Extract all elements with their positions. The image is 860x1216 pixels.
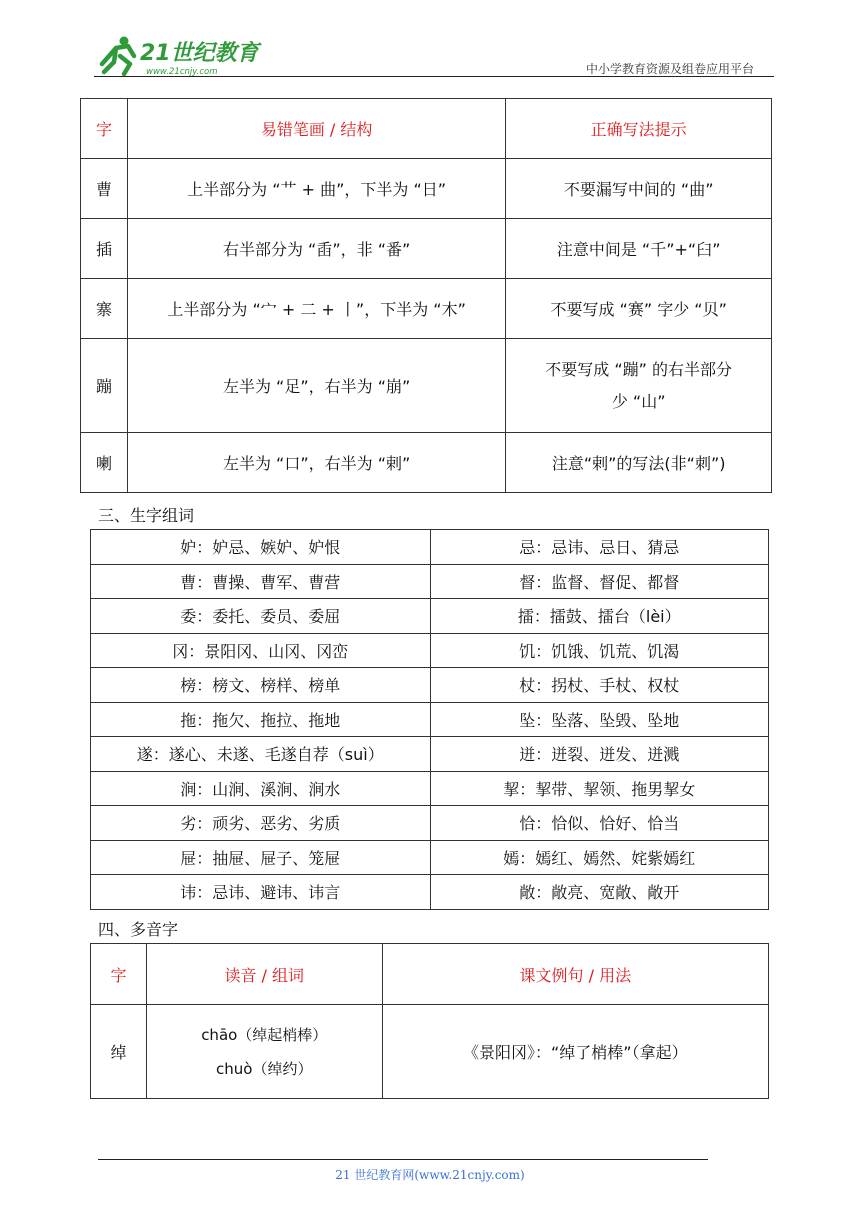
word-cell: 屉：抽屉、屉子、笼屉 [91, 840, 431, 875]
section-heading-polyphone: 四、多音字 [98, 920, 179, 939]
table-row [91, 702, 769, 737]
reading-cell [146, 1005, 382, 1099]
section-heading-words: 三、生字组词 [98, 506, 195, 525]
char-cell: 蹦 [81, 339, 128, 433]
polyphone-table [90, 943, 769, 1099]
char-cell: 曹 [81, 159, 128, 219]
tip-line: 少 “山” [611, 391, 666, 411]
table-header-row [91, 944, 769, 1005]
word-cell: 遂：遂心、未遂、毛遂自荐（suì） [91, 737, 431, 772]
word-cell: 委：委托、委员、委屈 [91, 599, 431, 634]
site-logo [94, 34, 264, 78]
table-row [81, 433, 772, 493]
table-row [91, 875, 769, 910]
header-divider [94, 76, 774, 77]
error-cell: 上半部分为 “宀 + 二 + 丨”，下半为 “木” [127, 279, 505, 339]
reading-line: chāo（绰起梢棒） [201, 1025, 328, 1044]
table-row [91, 840, 769, 875]
runner-icon [102, 37, 134, 75]
word-cell: 妒：妒忌、嫉妒、妒恨 [91, 530, 431, 565]
table-row [91, 737, 769, 772]
header-cell-char: 字 [91, 944, 147, 1005]
words-table [90, 529, 769, 910]
tip-cell: 注意中间是 “千”+“臼” [506, 219, 772, 279]
table-row [91, 530, 769, 565]
error-cell: 右半部分为 “臿”，非 “番” [127, 219, 505, 279]
tip-cell: 不要漏写中间的 “曲” [506, 159, 772, 219]
table-row [81, 159, 772, 219]
header-cell-reading: 读音 / 组词 [146, 944, 382, 1005]
word-cell: 涧：山涧、溪涧、涧水 [91, 771, 431, 806]
word-cell: 挈：挈带、挈领、拖男挈女 [430, 771, 769, 806]
header-cell-char: 字 [81, 99, 128, 159]
table-row [91, 668, 769, 703]
tip-cell [506, 339, 772, 433]
table-row [91, 1005, 769, 1099]
table-row [91, 633, 769, 668]
header-cell-error: 易错笔画 / 结构 [127, 99, 505, 159]
table-row [91, 806, 769, 841]
word-cell: 恰：恰似、恰好、恰当 [430, 806, 769, 841]
table-row [91, 599, 769, 634]
char-cell: 插 [81, 219, 128, 279]
char-cell: 寨 [81, 279, 128, 339]
header-cell-tip: 正确写法提示 [506, 99, 772, 159]
word-cell: 敞：敞亮、宽敞、敞开 [430, 875, 769, 910]
word-cell: 冈：景阳冈、山冈、冈峦 [91, 633, 431, 668]
table-row [81, 339, 772, 433]
char-cell: 绰 [91, 1005, 147, 1099]
tip-cell: 注意“剌”的写法(非“刺”) [506, 433, 772, 493]
word-cell: 嫣：嫣红、嫣然、姹紫嫣红 [430, 840, 769, 875]
error-cell: 上半部分为 “艹 + 曲”，下半为 “日” [127, 159, 505, 219]
example-cell: 《景阳冈》：“绰了梢棒”（拿起） [382, 1005, 768, 1099]
word-cell: 擂：擂鼓、擂台（lèi） [430, 599, 769, 634]
char-cell: 喇 [81, 433, 128, 493]
word-cell: 讳：忌讳、避讳、讳言 [91, 875, 431, 910]
word-cell: 忌：忌讳、忌日、猜忌 [430, 530, 769, 565]
svg-text:www.21cnjy.com: www.21cnjy.com [146, 67, 218, 77]
tip-cell: 不要写成 “赛” 字少 “贝” [506, 279, 772, 339]
word-cell: 曹：曹操、曹军、曹营 [91, 564, 431, 599]
word-cell: 拖：拖欠、拖拉、拖地 [91, 702, 431, 737]
footer-divider [98, 1159, 708, 1160]
word-cell: 饥：饥饿、饥荒、饥渴 [430, 633, 769, 668]
word-cell: 坠：坠落、坠毁、坠地 [430, 702, 769, 737]
tip-line: 不要写成 “蹦” 的右半部分 [545, 359, 733, 379]
word-cell: 榜：榜文、榜样、榜单 [91, 668, 431, 703]
table-row [91, 771, 769, 806]
reading-line: chuò（绰约） [216, 1059, 313, 1078]
header-cell-example: 课文例句 / 用法 [382, 944, 768, 1005]
error-cell: 左半为 “足”，右半为 “崩” [127, 339, 505, 433]
word-cell: 杖：拐杖、手杖、权杖 [430, 668, 769, 703]
site-tagline: 中小学教育资源及组卷应用平台 [585, 62, 754, 76]
table-row [81, 279, 772, 339]
svg-text:21世纪教育: 21世纪教育 [140, 41, 259, 66]
error-cell: 左半为 “口”，右半为 “剌” [127, 433, 505, 493]
footer-source: 21 世纪教育网(www.21cnjy.com) [335, 1168, 525, 1182]
word-cell: 劣：顽劣、恶劣、劣质 [91, 806, 431, 841]
table-header-row [81, 99, 772, 159]
table-row [81, 219, 772, 279]
strokes-table [80, 98, 772, 493]
word-cell: 督：监督、督促、都督 [430, 564, 769, 599]
word-cell: 迸：迸裂、迸发、迸溅 [430, 737, 769, 772]
table-row [91, 564, 769, 599]
